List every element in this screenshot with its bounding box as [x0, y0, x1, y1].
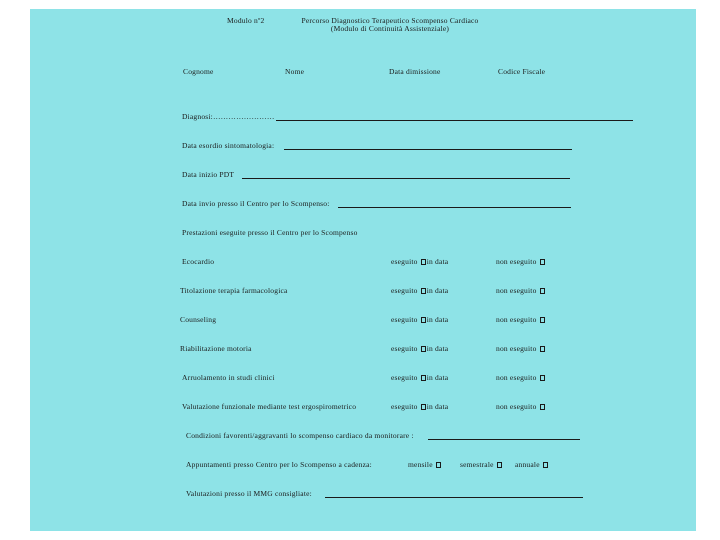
appointment-option-mensile: mensile [408, 460, 442, 469]
module-number: Modulo nº2 [227, 16, 265, 25]
done-checkbox[interactable] [421, 346, 426, 352]
nome-label: Nome [285, 67, 305, 76]
done-checkbox[interactable] [421, 375, 426, 381]
not-done-checkbox[interactable] [540, 288, 545, 294]
not-done-checkbox[interactable] [540, 375, 545, 381]
not-done-option: non eseguito [496, 315, 546, 324]
services-heading: Prestazioni eseguite presso il Centro per lo Scompenso [182, 228, 358, 237]
not-done-option: non eseguito [496, 402, 546, 411]
done-checkbox[interactable] [421, 404, 426, 410]
appointment-option-annuale: annuale [515, 460, 549, 469]
service-titolazione: Titolazione terapia farmacologica [180, 286, 288, 295]
form-title: Percorso Diagnostico Terapeutico Scompenso Cardiaco [301, 16, 479, 25]
data-inizio-pdt-fill-line[interactable] [242, 178, 570, 179]
done-checkbox[interactable] [421, 317, 426, 323]
codice-fiscale-label: Codice Fiscale [498, 67, 546, 76]
done-option: eseguito in data [391, 257, 449, 266]
mensile-checkbox[interactable] [436, 462, 441, 468]
assessments-label: Valutazioni presso il MMG consigliate: [186, 489, 312, 498]
assessments-fill-line[interactable] [325, 497, 583, 498]
form-page [30, 9, 696, 531]
done-option: eseguito in data [391, 315, 449, 324]
annuale-checkbox[interactable] [543, 462, 548, 468]
not-done-checkbox[interactable] [540, 317, 545, 323]
not-done-option: non eseguito [496, 257, 546, 266]
semestrale-checkbox[interactable] [497, 462, 502, 468]
diagnosi-fill-line[interactable] [276, 120, 633, 121]
not-done-option: non eseguito [496, 286, 546, 295]
conditions-label: Condizioni favorenti/aggravanti lo scompenso cardiaco da monitorare : [186, 431, 414, 440]
done-checkbox[interactable] [421, 288, 426, 294]
not-done-checkbox[interactable] [540, 404, 545, 410]
appointments-label: Appuntamenti presso Centro per lo Scompenso a cadenza: [186, 460, 372, 469]
done-option: eseguito in data [391, 373, 449, 382]
data-invio-label: Data invio presso il Centro per lo Scompenso: [182, 199, 330, 208]
diagnosi-label: Diagnosi:…………………… [182, 112, 275, 121]
cognome-label: Cognome [183, 67, 214, 76]
data-esordio-fill-line[interactable] [284, 149, 572, 150]
done-option: eseguito in data [391, 344, 449, 353]
done-checkbox[interactable] [421, 259, 426, 265]
service-arruolamento: Arruolamento in studi clinici [182, 373, 275, 382]
data-inizio-pdt-label: Data inizio PDT [182, 170, 235, 179]
not-done-checkbox[interactable] [540, 346, 545, 352]
data-esordio-label: Data esordio sintomatologia: [182, 141, 275, 150]
not-done-option: non eseguito [496, 373, 546, 382]
done-option: eseguito in data [391, 286, 449, 295]
form-subtitle: (Modulo di Continuità Assistenziale) [330, 24, 450, 33]
conditions-fill-line[interactable] [428, 439, 580, 440]
not-done-option: non eseguito [496, 344, 546, 353]
data-dimissione-label: Data dimissione [389, 67, 441, 76]
done-option: eseguito in data [391, 402, 449, 411]
not-done-checkbox[interactable] [540, 259, 545, 265]
service-counseling: Counseling [180, 315, 217, 324]
service-riabilitazione: Riabilitazione motoria [180, 344, 252, 353]
service-valutazione-funzionale: Valutazione funzionale mediante test ergospirometrico [182, 402, 357, 411]
data-invio-fill-line[interactable] [338, 207, 571, 208]
service-ecocardio: Ecocardio [182, 257, 215, 266]
appointment-option-semestrale: semestrale [460, 460, 503, 469]
